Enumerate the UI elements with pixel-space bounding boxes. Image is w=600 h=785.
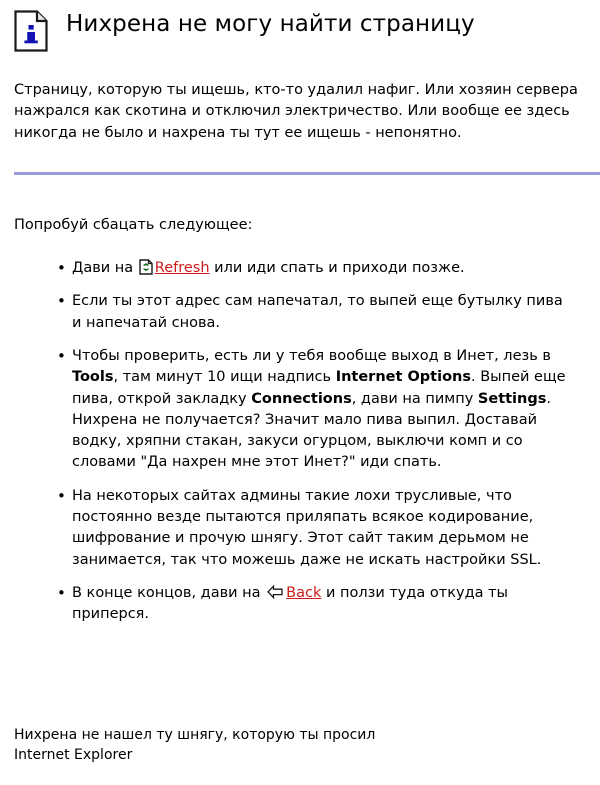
tip3-part5: . Нихрена не получается? Значит мало пива выпил. Доставай водку, хряпни стакан, закуси огурцом, выключи комп и со словами "Да нахрен мне этот Инет?" иди спать.: [72, 390, 551, 471]
page-header: [0, 0, 600, 52]
footer-line-1: Нихрена не нашел ту шнягу, которую ты просил: [14, 727, 376, 743]
suggestions-heading: Попробуй сбацать следующее:: [14, 216, 253, 233]
refresh-icon[interactable]: [139, 259, 153, 275]
footer-line-2: Internet Explorer: [14, 747, 133, 764]
list-item: [58, 583, 572, 626]
tip3-part3: . Выпей еще пива, открой закладку: [72, 369, 566, 407]
tip4-text: На некоторых сайтах админы такие лохи трусливые, что постоянно везде пытаются приляпать всякое кодирование, шифрование и прочую шнягу. Этот сайт таким дерьмом не занимается, так что можешь даже не искать настройки SSL.: [72, 487, 542, 568]
list-item: [58, 258, 572, 279]
tip3-part4: , дави на пимпу: [351, 390, 478, 407]
connections-tab-label: Connections: [251, 390, 352, 407]
list-item: [58, 346, 572, 474]
info-document-icon: [14, 10, 48, 52]
page-title: Нихрена не могу найти страницу: [66, 11, 475, 37]
tools-menu-label: Tools: [72, 369, 114, 386]
tip1-prefix: Дави на: [72, 259, 138, 276]
tip1-suffix: или иди спать и приходи позже.: [209, 259, 465, 276]
back-arrow-icon[interactable]: [267, 585, 283, 599]
tip5-suffix: и ползи туда откуда ты приперся.: [72, 585, 508, 623]
tip3-part1: Чтобы проверить, есть ли у тебя вообще выход в Инет, лезь в: [72, 347, 551, 364]
settings-button-label: Settings: [477, 390, 547, 407]
back-link[interactable]: Back: [286, 585, 322, 602]
refresh-link[interactable]: Refresh: [154, 259, 210, 276]
internet-options-label: Internet Options: [335, 369, 471, 386]
tip3-part2: , там минут 10 ищи надпись: [113, 369, 336, 386]
intro-paragraph: Страницу, которую ты ищешь, кто-то удалил нафиг. Или хозяин сервера нажрался как скотина и отключил электричество. Или вообще ее здесь никогда не было и нахрена ты тут ее ищешь - непонятно.: [14, 82, 578, 141]
tip2-text: Если ты этот адрес сам напечатал, то выпей еще бутылку пива и напечатай снова.: [72, 293, 563, 331]
footer: [14, 725, 375, 766]
list-item: [58, 486, 572, 571]
horizontal-divider: [14, 172, 600, 175]
list-item: [58, 291, 572, 334]
suggestions-list: [0, 258, 600, 626]
tip5-prefix: В конце концов, дави на: [72, 585, 266, 602]
